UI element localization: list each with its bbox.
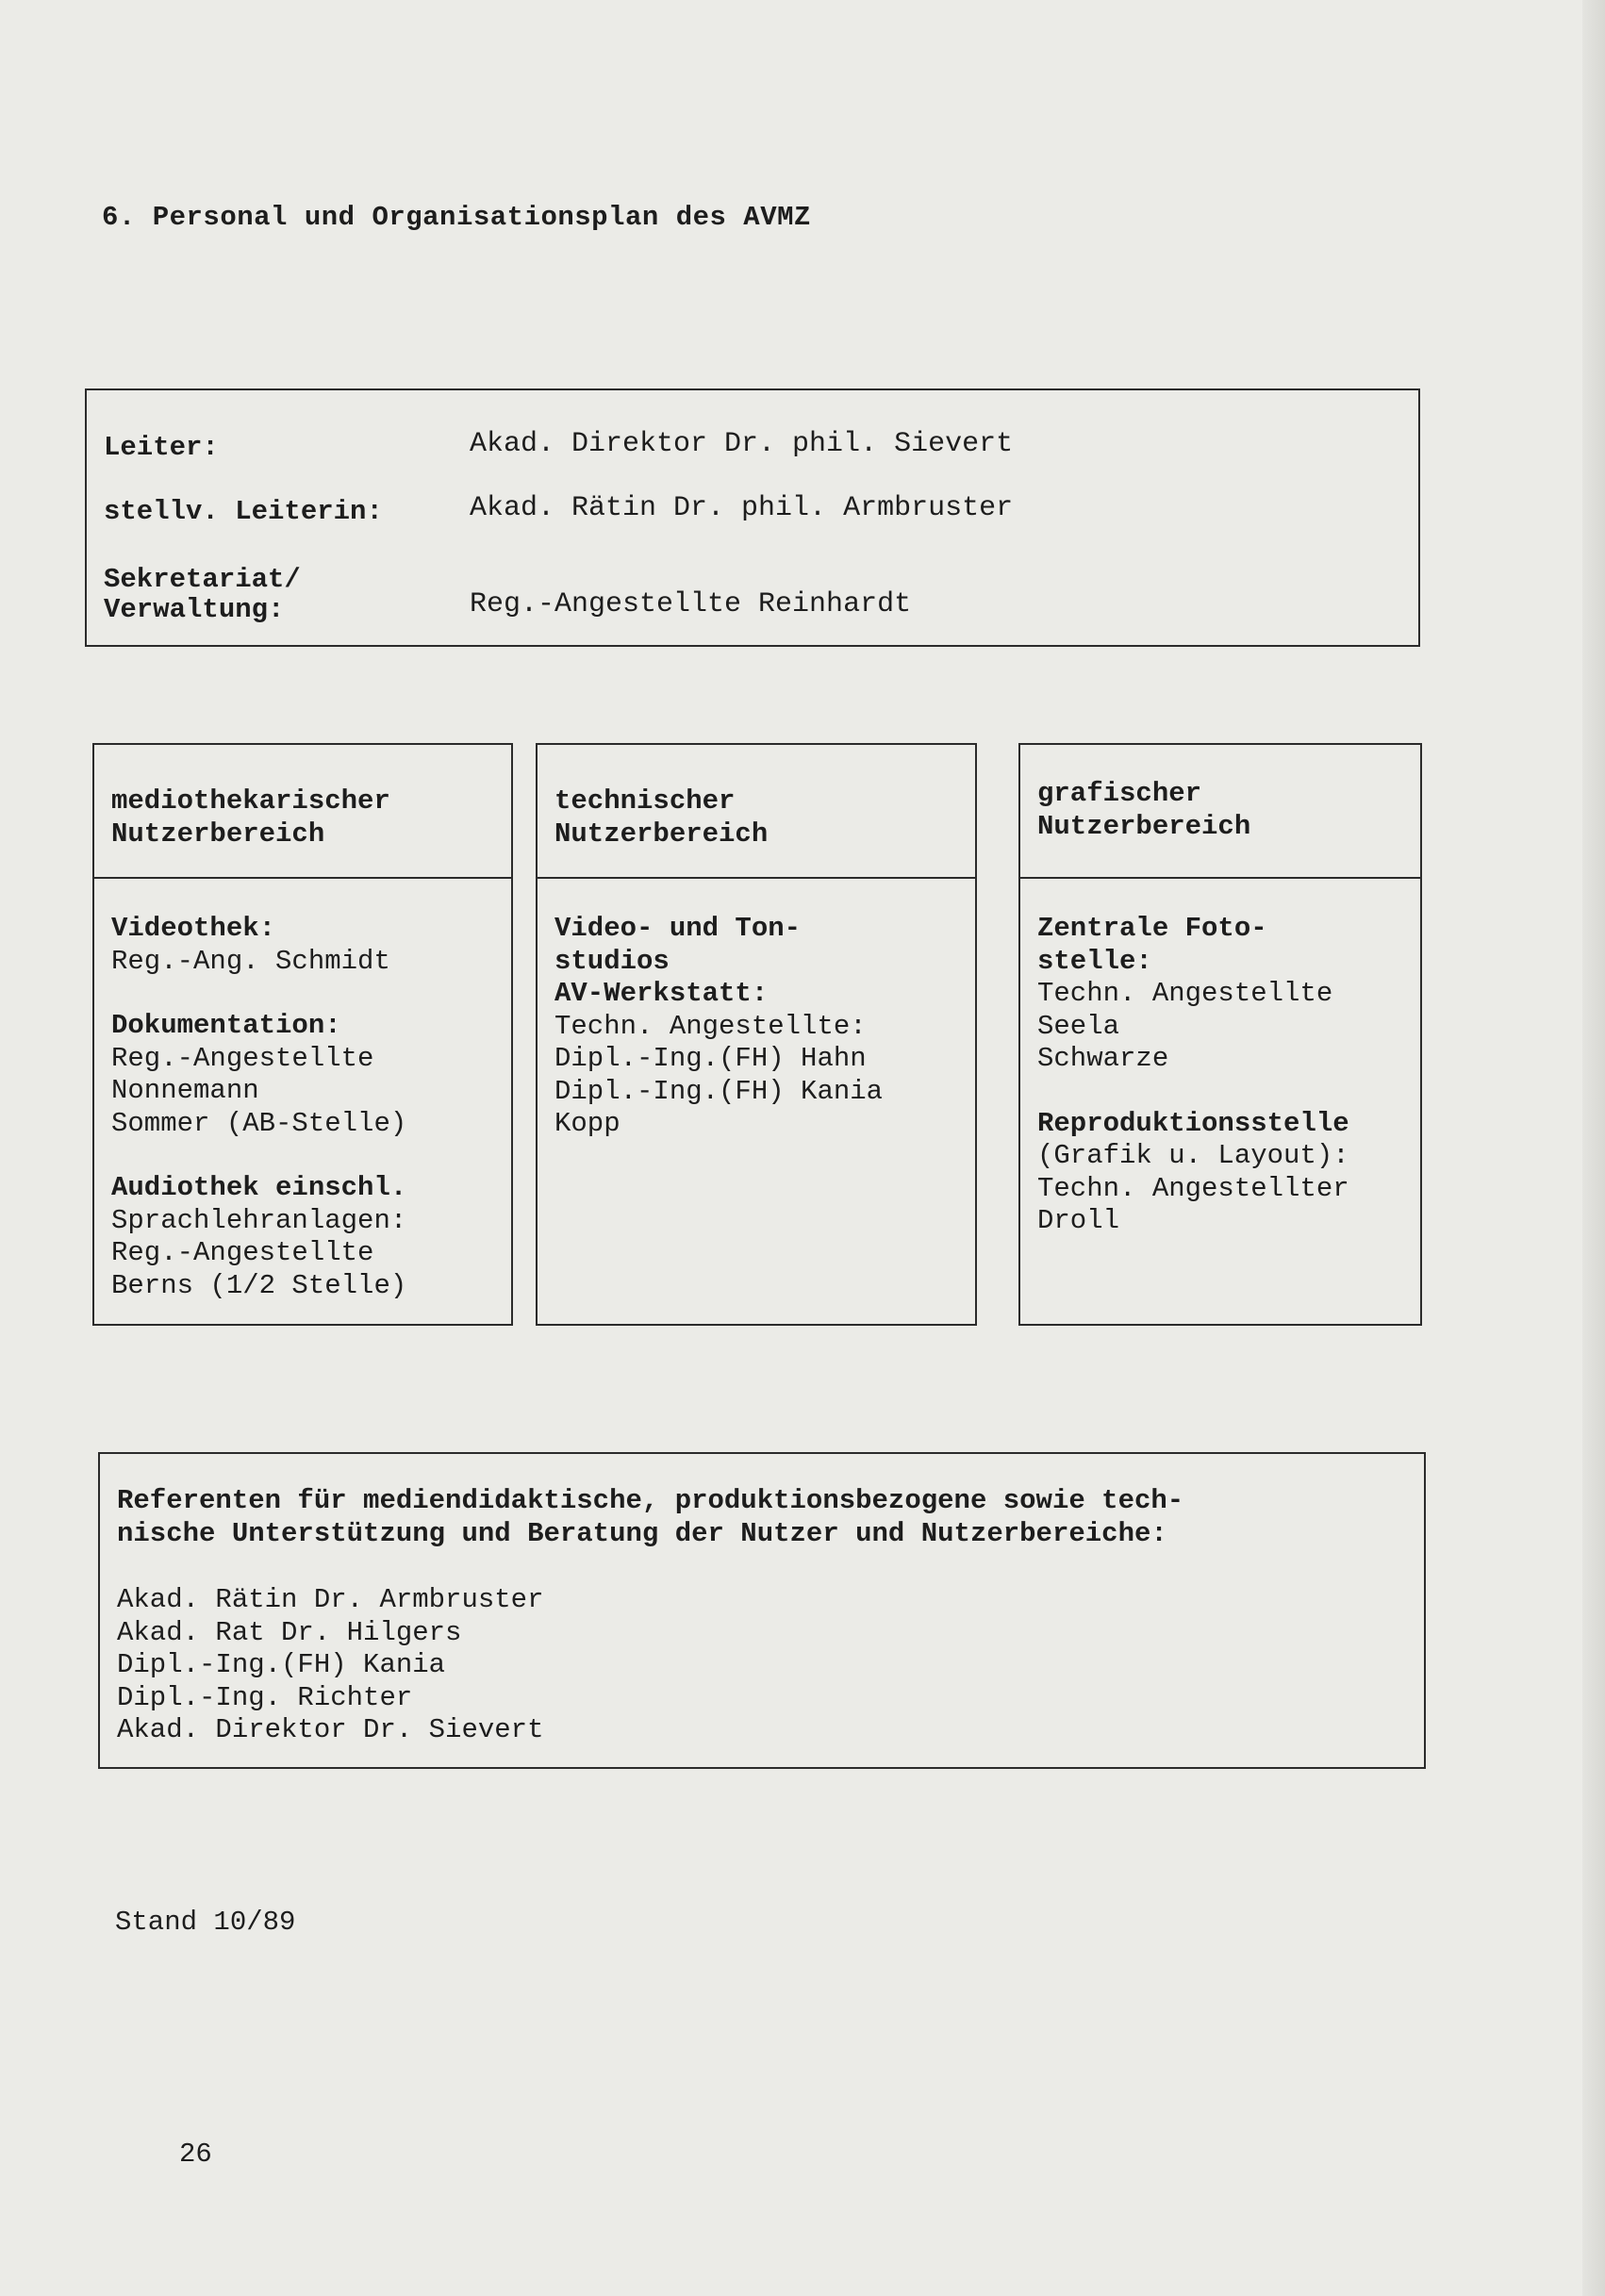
audiothek-line: Reg.-Angestellte bbox=[111, 1237, 374, 1268]
leitung-box bbox=[85, 388, 1420, 647]
videothek-heading: Videothek: bbox=[111, 913, 276, 944]
page-edge bbox=[1582, 0, 1605, 2296]
technik-line: Dipl.-Ing.(FH) Hahn bbox=[554, 1043, 867, 1074]
col-mediothek bbox=[92, 743, 513, 1326]
dokumentation-line: Reg.-Angestellte bbox=[111, 1042, 374, 1074]
page-number: 26 bbox=[179, 2139, 212, 2170]
stand-date: Stand 10/89 bbox=[115, 1907, 296, 1938]
referenten-heading: Referenten für mediendidaktische, produktionsbezogene sowie tech- nische Unterstützung und Beratung der Nutzer und Nutzerbereiche: bbox=[117, 1485, 1184, 1549]
col-mediothek-body bbox=[111, 913, 406, 1302]
audiothek-line: Sprachlehranlagen: bbox=[111, 1204, 407, 1236]
audiothek-heading: Audiothek einschl. bbox=[111, 1172, 407, 1203]
col-mediothek-title: mediothekarischer Nutzerbereich bbox=[111, 785, 390, 850]
sekretariat-value: Reg.-Angestellte Reinhardt bbox=[470, 588, 912, 620]
fotostelle-line: Schwarze bbox=[1037, 1043, 1169, 1074]
reproduktion-heading: Reproduktionsstelle bbox=[1037, 1107, 1349, 1139]
fotostelle-heading: Zentrale Foto- bbox=[1037, 913, 1267, 944]
referent-name: Akad. Rat Dr. Hilgers bbox=[117, 1616, 462, 1648]
col-technik-title: technischer Nutzerbereich bbox=[554, 785, 769, 850]
col-grafik-body bbox=[1037, 913, 1349, 1238]
dokumentation-heading: Dokumentation: bbox=[111, 1010, 341, 1041]
referent-name: Dipl.-Ing. Richter bbox=[117, 1681, 413, 1713]
stellv-value: Akad. Rätin Dr. phil. Armbruster bbox=[470, 492, 1014, 524]
audiothek-line: Berns (1/2 Stelle) bbox=[111, 1269, 407, 1301]
leiter-label: Leiter: bbox=[104, 432, 219, 463]
col-grafik-title: grafischer Nutzerbereich bbox=[1037, 778, 1251, 842]
videothek-staff: Reg.-Ang. Schmidt bbox=[111, 945, 390, 977]
reproduktion-line: Techn. Angestellter bbox=[1037, 1172, 1349, 1204]
col-grafik bbox=[1018, 743, 1422, 1326]
dokumentation-line: Nonnemann bbox=[111, 1075, 259, 1106]
col-technik-body bbox=[554, 913, 883, 1141]
referent-name: Akad. Rätin Dr. Armbruster bbox=[117, 1584, 544, 1615]
studios-heading: Video- und Ton- bbox=[554, 913, 802, 944]
studios-heading: studios bbox=[554, 945, 670, 977]
col-mediothek-head bbox=[94, 745, 511, 879]
referent-name: Dipl.-Ing.(FH) Kania bbox=[117, 1649, 446, 1680]
fotostelle-heading: stelle: bbox=[1037, 945, 1152, 977]
col-technik bbox=[536, 743, 977, 1326]
dokumentation-line: Sommer (AB-Stelle) bbox=[111, 1107, 407, 1139]
col-technik-head bbox=[538, 745, 975, 879]
fotostelle-line: Seela bbox=[1037, 1010, 1120, 1042]
sekretariat-label-1: Sekretariat/ bbox=[104, 564, 301, 595]
technik-line: Techn. Angestellte: bbox=[554, 1010, 867, 1042]
section-title: 6. Personal und Organisationsplan des AVMZ bbox=[102, 202, 811, 233]
reproduktion-line: Droll bbox=[1037, 1205, 1120, 1236]
fotostelle-line: Techn. Angestellte bbox=[1037, 978, 1333, 1009]
referent-name: Akad. Direktor Dr. Sievert bbox=[117, 1714, 544, 1745]
sekretariat-label-2: Verwaltung: bbox=[104, 594, 285, 625]
referenten-list bbox=[117, 1584, 543, 1747]
reproduktion-line: (Grafik u. Layout): bbox=[1037, 1140, 1349, 1171]
referenten-box bbox=[98, 1452, 1426, 1769]
technik-line: Dipl.-Ing.(FH) Kania bbox=[554, 1075, 884, 1107]
technik-line: Kopp bbox=[554, 1108, 620, 1139]
stellv-label: stellv. Leiterin: bbox=[104, 496, 383, 527]
werkstatt-heading: AV-Werkstatt: bbox=[554, 978, 769, 1009]
col-grafik-head bbox=[1020, 745, 1420, 879]
leiter-value: Akad. Direktor Dr. phil. Sievert bbox=[470, 428, 1014, 460]
